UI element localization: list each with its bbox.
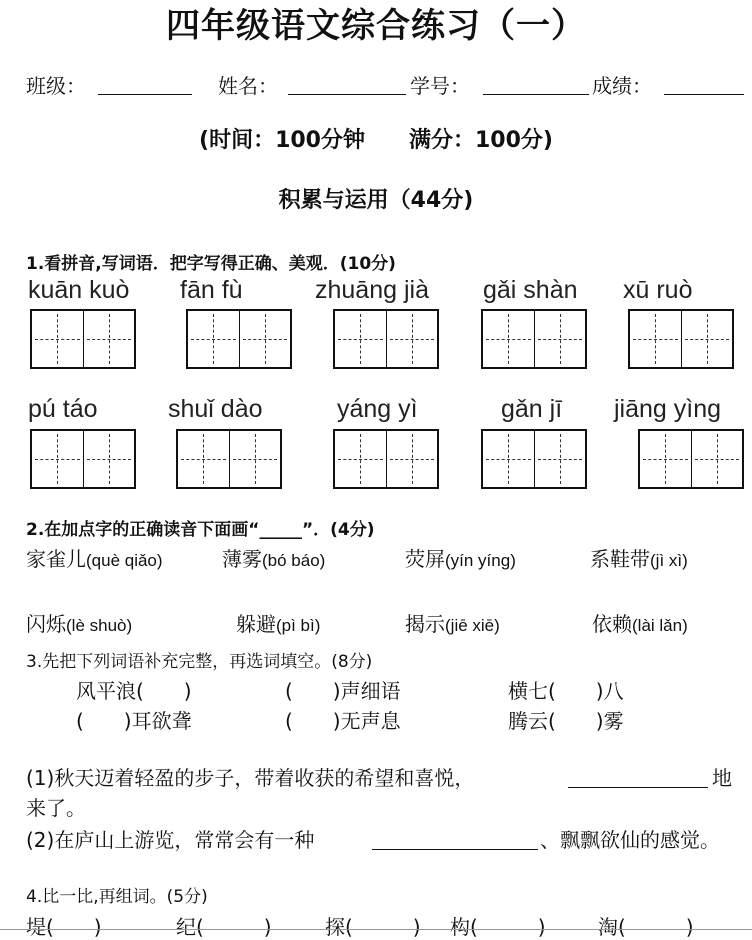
id-label: 学号：: [410, 74, 470, 98]
q4-heading: 4.比一比,再组词。(5分): [26, 887, 208, 907]
pinyin-label: gǎi shàn: [483, 276, 578, 304]
word-item[interactable]: 依赖(lài lǎn): [592, 612, 688, 636]
sentence-1-end: 来了。: [26, 796, 86, 820]
fill-item[interactable]: 横七( )八: [508, 679, 624, 703]
word-item[interactable]: 荧屏(yín yíng): [405, 547, 516, 571]
compare-item[interactable]: 探( ): [325, 915, 421, 939]
class-field[interactable]: [98, 94, 192, 95]
pinyin-label: fān fù: [180, 276, 243, 304]
score-label: 成绩：: [592, 74, 652, 98]
writing-grid[interactable]: [638, 429, 744, 489]
sentence-2-blank[interactable]: [372, 849, 538, 850]
class-label: 班级：: [26, 74, 86, 98]
word-item[interactable]: 揭示(jiē xiē): [405, 612, 500, 636]
name-label: 姓名：: [218, 74, 278, 98]
writing-grid[interactable]: [30, 309, 136, 369]
writing-grid[interactable]: [628, 309, 734, 369]
writing-grid[interactable]: [333, 429, 439, 489]
compare-item[interactable]: 堤( ): [26, 915, 102, 939]
q2-heading: 2.在加点字的正确读音下面画“_____”．(4分): [26, 520, 375, 540]
page-bottom-border: [0, 929, 752, 930]
pinyin-label: pú táo: [28, 395, 98, 423]
word-item[interactable]: 闪烁(lè shuò): [26, 612, 133, 636]
sentence-1-blank[interactable]: [568, 787, 708, 788]
q1-heading: 1.看拼音,写词语．把字写得正确、美观．(10分): [26, 254, 396, 274]
fill-item[interactable]: ( )声细语: [285, 679, 401, 703]
pinyin-label: shuǐ dào: [168, 395, 263, 423]
sentence-2: (2)在庐山上游览，常常会有一种: [26, 828, 315, 852]
writing-grid[interactable]: [30, 429, 136, 489]
fill-item[interactable]: 风平浪( ): [76, 679, 192, 703]
compare-item[interactable]: 淘( ): [598, 915, 694, 939]
pinyin-label: jiāng yìng: [614, 395, 722, 423]
writing-grid[interactable]: [481, 309, 587, 369]
q3-heading: 3.先把下列词语补充完整，再选词填空。(8分): [26, 652, 373, 672]
fill-item[interactable]: ( )无声息: [285, 709, 401, 733]
pinyin-label: yáng yì: [337, 395, 418, 423]
writing-grid[interactable]: [186, 309, 292, 369]
page-title: 四年级语文综合练习（一）: [166, 6, 586, 46]
sentence-1-tail: 地: [712, 766, 732, 790]
compare-item[interactable]: 纪( ): [176, 915, 272, 939]
pinyin-label: gǎn jī: [501, 395, 563, 423]
pinyin-label: xū ruò: [623, 276, 693, 304]
writing-grid[interactable]: [176, 429, 282, 489]
pinyin-label: zhuāng jià: [315, 276, 429, 304]
word-item[interactable]: 躲避(pì bì): [236, 612, 321, 636]
word-item[interactable]: 薄雾(bó báo): [222, 547, 326, 571]
word-item[interactable]: 家雀儿(què qiǎo): [26, 547, 163, 571]
fill-item[interactable]: 腾云( )雾: [508, 709, 624, 733]
writing-grid[interactable]: [481, 429, 587, 489]
pinyin-label: kuān kuò: [28, 276, 130, 304]
name-field[interactable]: [288, 94, 406, 95]
fill-item[interactable]: ( )耳欲聋: [76, 709, 192, 733]
time-line: (时间：100分钟 满分：100分): [199, 128, 553, 153]
id-field[interactable]: [483, 94, 589, 95]
writing-grid[interactable]: [333, 309, 439, 369]
word-item[interactable]: 系鞋带(jì xì): [590, 547, 688, 571]
sentence-2-tail: 、飘飘欲仙的感觉。: [540, 828, 720, 852]
score-field[interactable]: [664, 94, 744, 95]
compare-item[interactable]: 构( ): [450, 915, 546, 939]
section-title: 积累与运用（44分): [278, 188, 474, 213]
sentence-1: (1)秋天迈着轻盈的步子，带着收获的希望和喜悦，: [26, 766, 475, 790]
